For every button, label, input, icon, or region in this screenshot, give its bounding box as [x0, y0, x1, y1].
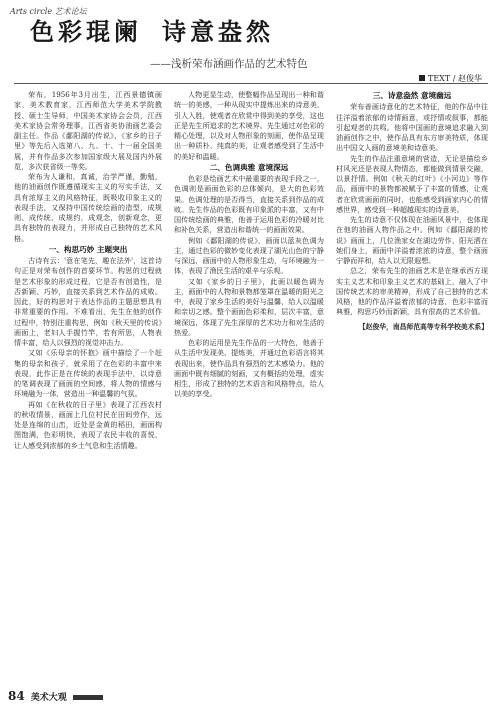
paragraph: 总之，荣布先生的油画艺术是在继承西方现实主义艺术和印象主义艺术的基础上，融入了中国传统艺术的审美精神，形成了自己独特的艺术风格，他的作品洋溢着浓郁的诗意，色彩丰富而典雅，构思巧妙而新颖，具有很高的艺术价值。 [336, 266, 488, 317]
article-subtitle: ——浅析荣布涵画作品的艺术特色 [150, 58, 308, 70]
paragraph: 色彩的运用是先生作品的一大特色，他善于从生活中发现美、提炼美，并通过色彩语言将其表现出来，使作品具有强烈的艺术感染力。他的画面中既有细腻的刻画，又有概括的处理，虚实相生，形成了独特的艺术语言和风格特点，给人以美的享受。 [174, 338, 324, 399]
paragraph: 色彩是绘画艺术中最重要的表现手段之一，色调则是画面色彩的总体倾向，是大的色彩效果。色调处理的是否得当，直接关系到作品的成败。先生作品的色彩既有印象派的丰富，又有中国传统绘画的典雅，他善于运用色彩的冷暖对比和补色关系，营造出和谐统一的画面效果。 [174, 174, 324, 235]
paragraph: 人物更显生动，使整幅作品呈现出一种和谐统一的美感，一种从现实中提炼出来的诗意美，引人入胜，使观者在欣赏中得到美的享受，这也正是先生所追求的艺术境界。先生通过对色彩的精心处理，以及对人物形象的刻画，使作品呈现出一种质朴、纯真的美，让观者感受到了生活中的美好和温暖。 [174, 90, 324, 161]
section-heading: 一、构思巧妙 主题突出 [48, 244, 128, 254]
footer-label: 美术大观 [30, 693, 67, 703]
article-title [30, 12, 274, 47]
page-number: 84 [8, 689, 25, 703]
paragraph: 又如《家乡的日子里》，此画以暖色调为主，画面中的人物和景物都笼罩在温暖的阳光之中，表现了家乡生活的美好与温馨，给人以温暖和亲切之感。整个画面色彩柔和，层次丰富，意境深远，体现了先生深厚的艺术功力和对生活的热爱。 [174, 276, 324, 337]
square-bullet-icon [419, 75, 425, 81]
paragraph: 荣布，1956年3月出生，江西景德镇画家，美术教育家，江西师范大学美术学院教授、硕士生导师，中国美术家协会会员，江西美术家协会常务理事，江西省美协油画艺委会副主任。作品《鄱阳湖的传说》、《家乡的日子里》等先后入选第八、九、十、十一届全国美展，并有作品多次参加国家级大展及国内外展览，多次获省级一等奖。 [14, 90, 162, 171]
byline-text: TEXT / 赵俊华 [428, 74, 482, 83]
section-heading: 二、色调典雅 意境深远 [209, 162, 289, 172]
page-footer [8, 689, 103, 703]
paragraph: 荣布为人谦和，真诚，治学严谨，勤勉，他的油画创作既遵循现实主义的写实手法，又具有浓厚主义的风格特征，既吸收印象主义的表现手法，又保持中国传统绘画的造型，成规则、成传统、成规约，成观念，创新观念，更具有独特的表现力，并形成自己独特的艺术风格。 [14, 172, 162, 243]
section-heading: 三、诗意盎然 意境幽远 [372, 91, 452, 100]
title-part-b: 诗意盎然 [162, 18, 274, 46]
paragraph: 古诗有云：'意在笔先，趣在法外'，这首诗句正是对荣布创作的首要环节。构思的过程就是艺术形象的形成过程，它是否有创造性，是否新颖、巧妙，直接关系到艺术作品的成败。因此，好的构思对于表达作品的主题思想具有非常重要的作用。不难看出，先生在他的创作过程中，特别注重构思，例如《秋天里的传说》画面上，老妇人手握竹竿，若有所思，人物表情丰富，给人以强烈的视觉冲击力。 [14, 256, 162, 347]
paragraph: 再如《在秋收的日子里》表现了江西农村的秋收情景，画面上几位村民在田间劳作，远处是连绵的山峦，近处是金黄的稻田，画面构图饱满，色彩明快，表现了农民丰收的喜悦，让人感受到浓郁的乡土气息和生活情趣。 [14, 399, 162, 450]
paragraph: 先生的诗意不仅体现在油画风景中，也体现在他的油画人物作品之中。例如《鄱阳湖的传说》画面上，几位渔家女在湖边劳作，阳光洒在她们身上，画面中洋溢着浓浓的诗意，整个画面宁静而祥和，给人以无限遐想。 [336, 215, 488, 265]
paragraph: 先生的作品注重意境的营造，无论是描绘乡村风光还是表现人物情态，都能做到情景交融，以景抒情。例如《秋天的红叶》《小河边》等作品，画面中的景物都被赋予了丰富的情感，让观者在欣赏画面的同时，也能感受到画家内心的情感世界，感受到一种超越现实的诗意美。 [336, 153, 488, 214]
column-1 [14, 90, 162, 451]
paragraph: 荣布善画诗意化的艺术特征，他的作品中往往洋溢着浓郁的诗情画意，或抒情或叙事，都能引起观者的共鸣。他将中国画的意境追求融入到油画创作之中，使作品具有东方审美特质，体现出中国文人画的意境美和诗意美。 [336, 102, 488, 153]
paragraph: 例如《鄱阳湖的传说》，画面以蓝灰色调为主，通过色彩的微妙变化表现了湖光山色的宁静与深远，画面中的人物形象生动，与环境融为一体，表现了渔民生活的艰辛与乐观。 [174, 235, 324, 276]
header-tag: Arts circle 艺术论坛 [10, 7, 87, 16]
author-bio: 【赵俊华，南昌师范高等专科学校美术系】 [358, 322, 488, 331]
header-rule [14, 83, 488, 84]
paragraph: 又如《乐母亲的怀抱》画中描绘了一个赶集的母亲和孩子，就采用了在色彩的丰富中来表现，此作正是在传统的表现手法中，以诗意的笔调表现了画面的空间感，将人物的情感与环境融为一体，营造出一种温馨的气氛。 [14, 348, 162, 399]
column-2 [174, 90, 324, 400]
column-3 [336, 90, 488, 332]
title-part-a: 色彩琨阑 [30, 18, 142, 46]
footer-bar [73, 695, 103, 700]
